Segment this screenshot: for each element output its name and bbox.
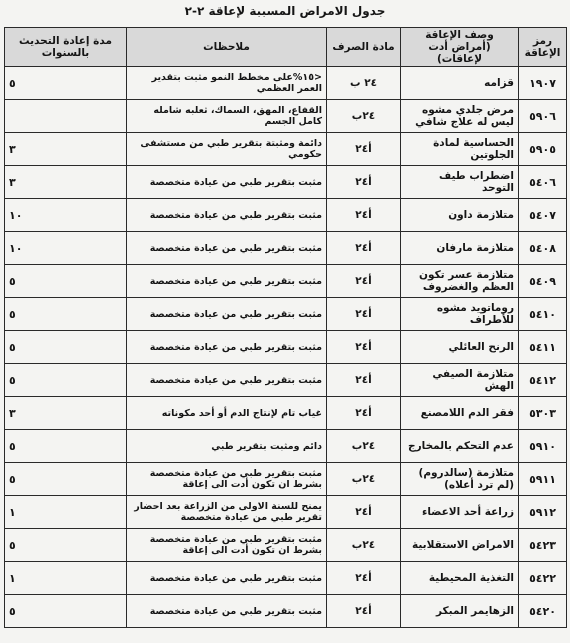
cell-notes: دائم ومثبت بتقرير طبي bbox=[127, 430, 327, 463]
cell-description: اضطراب طيف التوحد bbox=[401, 166, 519, 199]
header-notes: ملاحظات bbox=[127, 28, 327, 67]
cell-description: الرنح العائلي bbox=[401, 331, 519, 364]
cell-description: روماتويد مشوه للأطراف bbox=[401, 298, 519, 331]
table-body bbox=[5, 67, 567, 628]
cell-update-period: ١٠ bbox=[5, 232, 127, 265]
cell-notes: دائمة ومثبتة بتقرير طبي من مستشفى حكومي bbox=[127, 133, 327, 166]
header-expense: مادة الصرف bbox=[327, 28, 401, 67]
table-row bbox=[5, 232, 567, 265]
cell-code: ٥٤٠٩ bbox=[519, 265, 567, 298]
table-row bbox=[5, 364, 567, 397]
cell-update-period: ٥ bbox=[5, 331, 127, 364]
cell-description: الزهايمر المبكر bbox=[401, 595, 519, 628]
table-row bbox=[5, 397, 567, 430]
cell-code: ٥٩٠٥ bbox=[519, 133, 567, 166]
cell-notes: مثبت بتقرير طبي من عيادة متخصصة bbox=[127, 265, 327, 298]
cell-code: ٥٤١٠ bbox=[519, 298, 567, 331]
cell-expense: أ٢٤ bbox=[327, 562, 401, 595]
cell-description: متلازمة الصيفي الهش bbox=[401, 364, 519, 397]
cell-description: قزامه bbox=[401, 67, 519, 100]
cell-update-period: ٥ bbox=[5, 529, 127, 562]
cell-description: متلازمة داون bbox=[401, 199, 519, 232]
cell-notes: مثبت بتقرير طبي من عيادة متخصصة bbox=[127, 364, 327, 397]
cell-code: ٥٩١٠ bbox=[519, 430, 567, 463]
cell-expense: أ٢٤ bbox=[327, 397, 401, 430]
cell-update-period: ٥ bbox=[5, 67, 127, 100]
cell-description: التغذية المحيطية bbox=[401, 562, 519, 595]
cell-notes: مثبت بتقرير طبي من عيادة متخصصة بشرط ان تكون أدت الى إعاقة bbox=[127, 529, 327, 562]
table-row bbox=[5, 133, 567, 166]
cell-update-period: ٥ bbox=[5, 298, 127, 331]
cell-expense: أ٢٤ bbox=[327, 364, 401, 397]
header-code: رمز الإعاقة bbox=[519, 28, 567, 67]
table-row bbox=[5, 529, 567, 562]
cell-update-period: ١ bbox=[5, 562, 127, 595]
cell-description: مرض جلدي مشوه ليس له علاج شافي bbox=[401, 100, 519, 133]
cell-expense: ٢٤ب bbox=[327, 463, 401, 496]
table-row bbox=[5, 265, 567, 298]
table-row bbox=[5, 166, 567, 199]
cell-description: متلازمة مارفان bbox=[401, 232, 519, 265]
cell-notes: مثبت بتقرير طبي من عيادة متخصصة bbox=[127, 562, 327, 595]
cell-expense: ٢٤ ب bbox=[327, 67, 401, 100]
cell-code: ٥٤٢٣ bbox=[519, 529, 567, 562]
cell-expense: أ٢٤ bbox=[327, 496, 401, 529]
cell-code: ٥٤١٢ bbox=[519, 364, 567, 397]
table-row bbox=[5, 430, 567, 463]
cell-description: الحساسية لمادة الجلوتين bbox=[401, 133, 519, 166]
header-update-period: مدة إعادة التحديث بالسنوات bbox=[5, 28, 127, 67]
table-row bbox=[5, 100, 567, 133]
cell-code: ٥٣٠٣ bbox=[519, 397, 567, 430]
cell-update-period: ٥ bbox=[5, 430, 127, 463]
cell-expense: ٢٤ب bbox=[327, 529, 401, 562]
table-title: جدول الامراض المسببة لإعاقة ٢-٢ bbox=[184, 4, 386, 18]
cell-expense: أ٢٤ bbox=[327, 133, 401, 166]
table-row bbox=[5, 199, 567, 232]
cell-notes: مثبت بتقرير طبي من عيادة متخصصة بشرط ان تكون أدت الى إعاقة bbox=[127, 463, 327, 496]
cell-update-period: ٥ bbox=[5, 595, 127, 628]
table-row bbox=[5, 562, 567, 595]
cell-update-period: ١ bbox=[5, 496, 127, 529]
cell-update-period: ٣ bbox=[5, 397, 127, 430]
cell-update-period: ٥ bbox=[5, 265, 127, 298]
cell-code: ٥٤٢٠ bbox=[519, 595, 567, 628]
cell-code: ٥٩١٢ bbox=[519, 496, 567, 529]
cell-description: الامراض الاستقلابية bbox=[401, 529, 519, 562]
cell-notes: مثبت بتقرير طبي من عيادة متخصصة bbox=[127, 166, 327, 199]
table-row bbox=[5, 595, 567, 628]
cell-expense: ٢٤ب bbox=[327, 430, 401, 463]
cell-notes: القفاع، المهق، السماك، ثعلبه شامله كامل الجسم bbox=[127, 100, 327, 133]
cell-expense: أ٢٤ bbox=[327, 199, 401, 232]
header-row bbox=[5, 28, 567, 67]
cell-update-period: ١٠ bbox=[5, 199, 127, 232]
cell-notes: يمنح للسنة الاولى من الزراعة بعد احضار تقرير طبي من عيادة متخصصة bbox=[127, 496, 327, 529]
header-description: وصف الإعاقة (أمراض أدت لإعاقات) bbox=[401, 28, 519, 67]
cell-expense: أ٢٤ bbox=[327, 265, 401, 298]
cell-update-period: ٥ bbox=[5, 364, 127, 397]
cell-code: ٥٤٠٦ bbox=[519, 166, 567, 199]
cell-expense: أ٢٤ bbox=[327, 166, 401, 199]
table-row bbox=[5, 298, 567, 331]
table-row bbox=[5, 463, 567, 496]
cell-code: ٥٤١١ bbox=[519, 331, 567, 364]
table-row bbox=[5, 496, 567, 529]
cell-update-period: ٣ bbox=[5, 166, 127, 199]
cell-description: فقر الدم اللامصنع bbox=[401, 397, 519, 430]
cell-code: ١٩٠٧ bbox=[519, 67, 567, 100]
cell-code: ٥٤٠٨ bbox=[519, 232, 567, 265]
cell-expense: أ٢٤ bbox=[327, 595, 401, 628]
cell-update-period bbox=[5, 100, 127, 133]
table-row bbox=[5, 331, 567, 364]
cell-code: ٥٤٢٢ bbox=[519, 562, 567, 595]
cell-description: متلازمة عسر تكون العظم والغضروف bbox=[401, 265, 519, 298]
cell-notes: مثبت بتقرير طبي من عيادة متخصصة bbox=[127, 298, 327, 331]
table-row bbox=[5, 67, 567, 100]
cell-expense: أ٢٤ bbox=[327, 298, 401, 331]
cell-expense: ٢٤ب bbox=[327, 100, 401, 133]
cell-description: عدم التحكم بالمخارج bbox=[401, 430, 519, 463]
cell-code: ٥٤٠٧ bbox=[519, 199, 567, 232]
cell-code: ٥٩١١ bbox=[519, 463, 567, 496]
cell-notes: غياب تام لإنتاج الدم أو أحد مكوناته bbox=[127, 397, 327, 430]
cell-code: ٥٩٠٦ bbox=[519, 100, 567, 133]
cell-description: متلازمة (سالدروم) (لم ترد أعلاه) bbox=[401, 463, 519, 496]
cell-notes: <١٥%على مخطط النمو مثبت بتقدير العمر العظمي bbox=[127, 67, 327, 100]
cell-notes: مثبت بتقرير طبي من عيادة متخصصة bbox=[127, 595, 327, 628]
cell-description: زراعة أحد الاعضاء bbox=[401, 496, 519, 529]
cell-update-period: ٥ bbox=[5, 463, 127, 496]
disability-table bbox=[4, 27, 567, 628]
cell-notes: مثبت بتقرير طبي من عيادة متخصصة bbox=[127, 331, 327, 364]
cell-update-period: ٣ bbox=[5, 133, 127, 166]
cell-notes: مثبت بتقرير طبي من عيادة متخصصة bbox=[127, 232, 327, 265]
cell-expense: أ٢٤ bbox=[327, 232, 401, 265]
cell-notes: مثبت بتقرير طبي من عيادة متخصصة bbox=[127, 199, 327, 232]
cell-expense: أ٢٤ bbox=[327, 331, 401, 364]
